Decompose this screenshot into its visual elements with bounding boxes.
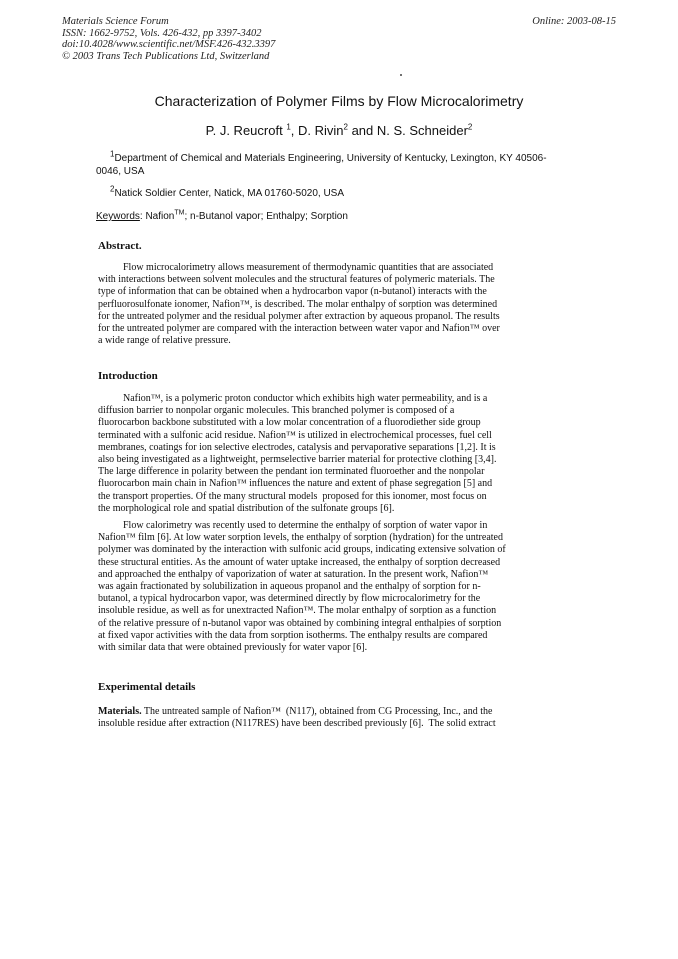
affil-mark: 1 [110, 149, 115, 159]
text-line: with similar data that were obtained previously for water vapor [6]. [98, 642, 368, 654]
affiliation-1 [96, 149, 566, 178]
abstract-body [98, 262, 544, 347]
text-line: polymer was dominated by the interaction with sulfonic acid groups, indicating extensive solvation of [98, 544, 506, 556]
paper-title: Characterization of Polymer Films by Flow Microcalorimetry [154, 93, 524, 109]
author-affil-mark: 2 [343, 122, 348, 132]
text-line: of the relative pressure of n-butanol vapor was obtained by combining integral enthalpies of sorption [98, 617, 502, 629]
text-line: for the untreated polymer are compared with the interaction between water vapor and Nafion™ over [98, 323, 500, 335]
copyright-line: © 2003 Trans Tech Publications Ltd, Switzerland [62, 50, 270, 62]
author-list [0, 123, 678, 138]
keywords-text: ; n-Butanol vapor; Enthalpy; Sorption [184, 211, 348, 222]
text-line: insoluble residue, as well as for unextracted Nafion™. The molar enthalpy of sorption as a function [98, 605, 497, 617]
text-line: was again fractionated by solubilization in aqueous propanol and the enthalpy of sorption for n- [98, 581, 481, 593]
keywords-label: Keywords [96, 211, 140, 222]
affil-mark: 2 [110, 184, 115, 194]
text-line [98, 706, 544, 718]
materials-paragraph [98, 706, 544, 730]
text-line: Nafion™, is a polymeric proton conductor which exhibits high water permeability, and is a [98, 393, 488, 404]
author-affil-mark: 2 [467, 122, 473, 132]
abstract-heading: Abstract. [98, 240, 142, 252]
affiliation-2 [110, 184, 345, 200]
online-date: Online: 2003-08-15 [532, 16, 616, 27]
trademark-mark: TM [174, 209, 185, 217]
text-line: The large difference in polarity between the pendant ion terminated fluoroether and the nonpolar [98, 466, 485, 478]
author-schneider: and N. S. Schneider [347, 123, 468, 138]
text-line: fluorocarbon backbone substituted with a low molar concentration of a fluorodiether side group [98, 417, 481, 429]
author-reucroft: P. J. Reucroft [205, 123, 283, 138]
affiliation-text: Department of Chemical and Materials Engineering, University of Kentucky, Lexington, KY 40506-0046, USA [96, 153, 547, 177]
speck-mark [400, 74, 402, 76]
introduction-paragraph-2 [98, 520, 544, 654]
journal-name: Materials Science Forum [62, 16, 169, 27]
text-line: these structural entities. As the amount of water uptake increased, the enthalpy of sorption decreased [98, 556, 501, 568]
text-line: Flow calorimetry was recently used to determine the enthalpy of sorption of water vapor in [98, 520, 488, 531]
text-line: type of information that can be obtained when a hydrocarbon vapor (n-butanol) interacts with the [98, 286, 487, 298]
text-line: and approached the enthalpy of vaporization of water at saturation. In the present work, Nafion™ [98, 568, 489, 580]
text-line: a wide range of relative pressure. [98, 335, 231, 347]
text-line: Flow microcalorimetry allows measurement of thermodynamic quantities that are associated [98, 262, 494, 273]
text-line: also being investigated as a lightweight, permselective barrier material for protective clothing [3,4]. [98, 454, 497, 466]
keywords-text: : Nafion [139, 211, 175, 222]
journal-header [62, 16, 275, 62]
materials-label: Materials. [98, 706, 142, 717]
text-line: Nafion™ film [6]. At low water sorption levels, the enthalpy of sorption (hydration) for the untreated [98, 532, 503, 544]
experimental-heading: Experimental details [98, 681, 196, 693]
affiliation-text: Natick Soldier Center, Natick, MA 01760-5020, USA [114, 188, 345, 199]
introduction-heading: Introduction [98, 370, 158, 382]
text-line: membranes, coatings for ion selective electrodes, catalysis and pervaporative separations [1,2]. It is [98, 441, 496, 453]
text-line: with interactions between solvent molecules and the structural features of polymeric materials. The [98, 274, 495, 286]
text-line: perfluorosulfonate ionomer, Nafion™, is described. The molar enthalpy of sorption was determined [98, 298, 498, 310]
text-line: fluorocarbon main chain in Nafion™ influences the nature and extent of phase segregation [5] and [98, 478, 493, 490]
issn-line: ISSN: 1662-9752, Vols. 426-432, pp 3397-3402 [62, 27, 262, 39]
author-affil-mark: 1 [286, 122, 291, 132]
text-line: butanol, a typical hydrocarbon vapor, was determined directly by flow microcalorimetry for the [98, 593, 481, 605]
doi-line: doi:10.4028/www.scientific.net/MSF.426-432.3397 [62, 39, 276, 51]
introduction-paragraph-1 [98, 393, 544, 515]
text-line: at fixed vapor activities with the data from sorption isotherms. The enthalpy results are compared [98, 629, 488, 641]
text-line: diffusion barrier to nonpolar organic molecules. This branched polymer is composed of a [98, 405, 455, 417]
author-rivin: , D. Rivin [290, 123, 344, 138]
keywords-line [96, 211, 348, 222]
text-line: the transport properties. Of the many structural models proposed for this ionomer, most focus on [98, 490, 487, 502]
text-line: the morphological role and spatial distribution of the sulfonate groups [6]. [98, 502, 395, 514]
text-line: insoluble residue after extraction (N117RES) have been described previously [6]. The solid extract [98, 718, 496, 730]
text-line: for the untreated polymer and the residual polymer after extraction by aqueous propanol. The results [98, 310, 500, 322]
materials-text: The untreated sample of Nafion™ (N117), obtained from CG Processing, Inc., and the [141, 706, 493, 717]
text-line: terminated with a sulfonic acid residue. Nafion™ is utilized in electrochemical processes, fuel cell [98, 429, 492, 441]
